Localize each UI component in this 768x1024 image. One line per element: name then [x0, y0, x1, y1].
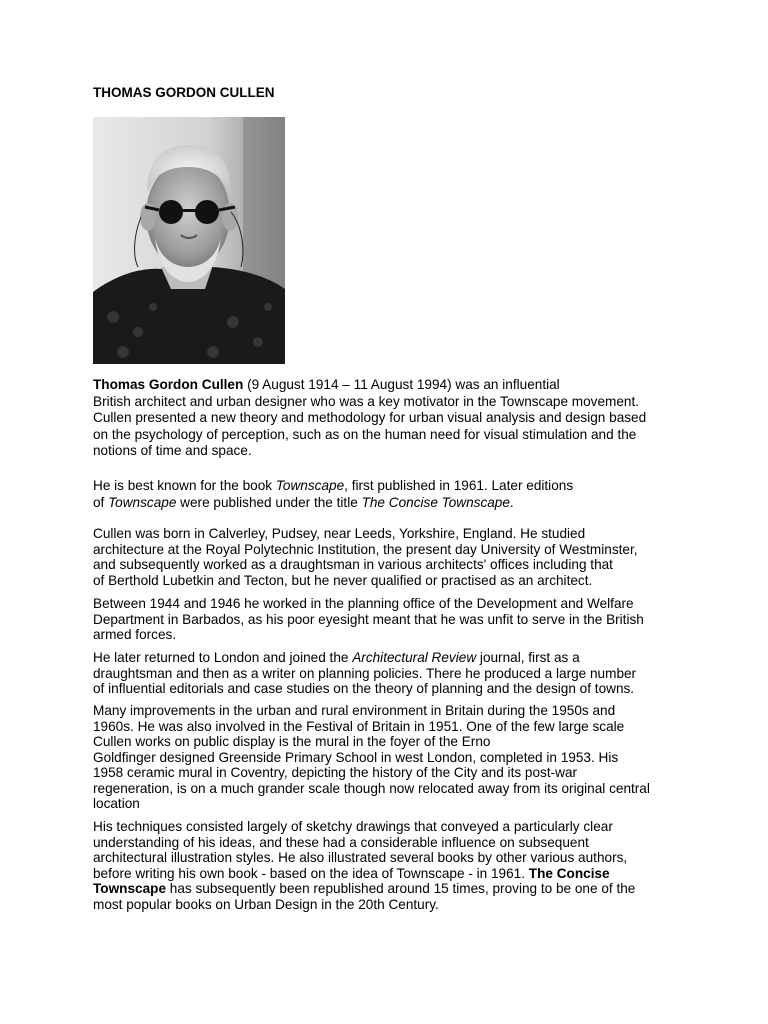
portrait-photo — [93, 117, 285, 364]
paragraph-intro — [93, 377, 646, 460]
text-line: architectural illustration styles. He also illustrated several books by other various authors, — [93, 850, 628, 865]
text-line: regeneration, is on a much grander scale though now relocated away from its original central — [93, 780, 650, 796]
text-line: He is best known for the book Townscape, first published in 1961. Later editions — [93, 478, 574, 493]
text-line: Goldfinger designed Greenside Primary School in west London, completed in 1953. His — [93, 749, 619, 765]
book-title-bold: Townscape — [93, 881, 167, 896]
text-line: location — [93, 796, 140, 811]
text-line: most popular books on Urban Design in the 20th Century. — [93, 896, 439, 912]
paragraph-book — [93, 478, 573, 511]
text-line: British architect and urban designer who was a key motivator in the Townscape movement. — [93, 393, 640, 409]
text-line: understanding of his ideas, and these had a considerable influence on subsequent — [93, 834, 589, 850]
text-line: architecture at the Royal Polytechnic Institution, the present day University of Westminster, — [93, 541, 638, 557]
text-line: Department in Barbados, as his poor eyesight meant that he was unfit to serve in the British — [93, 611, 644, 627]
subject-name: Thomas Gordon Cullen — [93, 377, 244, 392]
text-line: of Berthold Lubetkin and Tecton, but he never qualified or practised as an architect. — [93, 572, 593, 588]
journal-title: Architectural Review — [352, 650, 477, 665]
page-title: THOMAS GORDON CULLEN — [93, 85, 275, 100]
text-line: of influential editorials and case studies on the theory of planning and the design of towns. — [93, 681, 635, 696]
paragraph-barbados — [93, 596, 644, 643]
text-line: Cullen was born in Calverley, Pudsey, near Leeds, Yorkshire, England. He studied — [93, 526, 586, 541]
paragraph-architectural-review — [93, 650, 636, 697]
text-line: Townscape has subsequently been republished around 15 times, proving to be one of the — [93, 881, 636, 896]
text-line: He later returned to London and joined the Architectural Review journal, first as a — [93, 650, 580, 665]
text-line: notions of time and space. — [93, 443, 252, 459]
text-line: and subsequently worked as a draughtsman in various architects' offices including that — [93, 557, 613, 572]
book-title: Townscape — [108, 494, 177, 510]
text-line: 1958 ceramic mural in Coventry, depicting the history of the City and its post-war — [93, 765, 578, 780]
document-page — [93, 84, 693, 912]
text-line: Many improvements in the urban and rural environment in Britain during the 1950s and — [93, 703, 616, 718]
paragraph-early-life — [93, 526, 638, 588]
book-title: Townscape — [275, 478, 345, 493]
text-line: His techniques consisted largely of sketchy drawings that conveyed a particularly clear — [93, 819, 613, 834]
text-line: armed forces. — [93, 627, 177, 642]
text-line: of Townscape were published under the title The Concise Townscape. — [93, 494, 514, 510]
paragraph-murals — [93, 703, 650, 812]
text-line: 1960s. He was also involved in the Festival of Britain in 1951. One of the few large scale — [93, 718, 625, 734]
text-line: on the psychology of perception, such as on the human need for visual stimulation and the — [93, 426, 637, 442]
text-line: Cullen works on public display is the mural in the foyer of the Erno — [93, 734, 491, 749]
text-line: before writing his own book - based on the idea of Townscape - in 1961. The Concise — [93, 865, 610, 881]
text-line: Cullen presented a new theory and methodology for urban visual analysis and design based — [93, 410, 647, 426]
book-title-bold: The Concise — [528, 865, 610, 881]
text-line: Between 1944 and 1946 he worked in the planning office of the Development and Welfare — [93, 596, 634, 611]
paragraph-techniques — [93, 819, 635, 912]
text-line: Thomas Gordon Cullen (9 August 1914 – 11 August 1994) was an influential — [93, 377, 560, 392]
text-line: draughtsman and then as a writer on planning policies. There he produced a large number — [93, 665, 637, 681]
book-title: The Concise Townscape — [361, 494, 510, 510]
